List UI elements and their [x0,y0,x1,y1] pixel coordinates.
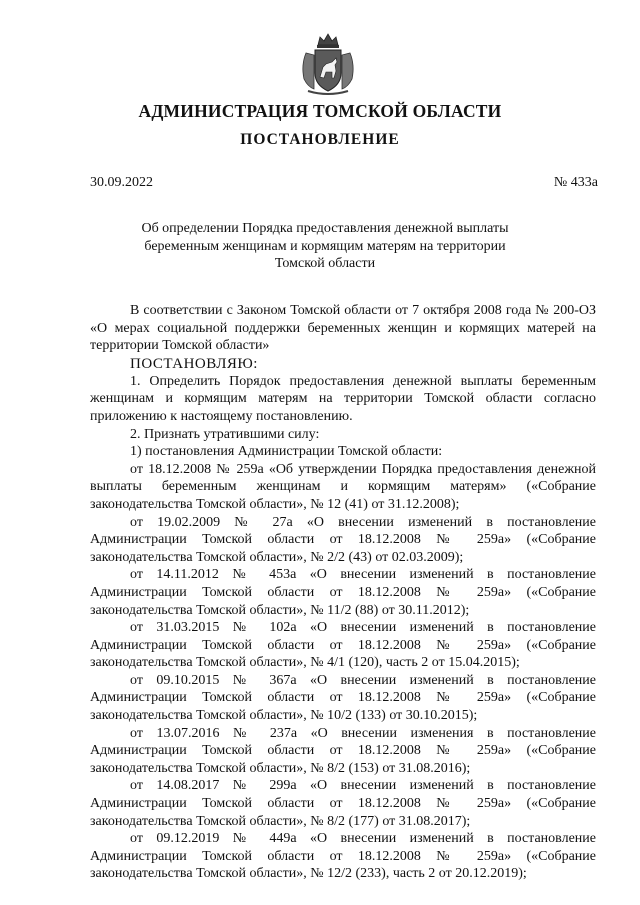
resolve-heading: ПОСТАНОВЛЯЮ: [130,355,258,372]
repealed-act-item: от 13.07.2016 № 237а «О внесении изменения в постановление Администрации Томской области от 18.12.2008 № 259а» («Собрание законодательства Томской области», № 8/2 (153) от 31.08.2016); [90,725,596,776]
item-1-paragraph: 1. Определить Порядок предоставления денежной выплаты беременным женщинам и кормящим матерям на территории Томской области согласно приложению к настоящему постановлению. [90,373,596,424]
document-subject [140,220,510,273]
document-type-title: ПОСТАНОВЛЕНИЕ [240,131,400,148]
subject-line: Томской области [274,256,376,271]
repealed-act-item: от 31.03.2015 № 102а «О внесении изменений в постановление Администрации Томской области от 18.12.2008 № 259а» («Собрание законодательства Томской области», № 4/1 (120), часть 2 от 15.04.2015); [90,620,596,671]
item-2-paragraph: 2. Признать утратившими силу: [130,426,320,442]
coat-of-arms-tomsk-icon [298,31,358,97]
preamble-paragraph: В соответствии с Законом Томской области от 7 октября 2008 года № 200-ОЗ «О мерах социальной поддержки беременных женщин и кормящих матерей на территории Томской области» [90,303,596,354]
emblem [298,31,358,97]
document-number: № 433а [553,175,598,190]
subitem-1-paragraph: 1) постановления Администрации Томской области: [130,444,443,460]
document-date: 30.09.2022 [90,175,153,190]
repealed-act-item: от 14.08.2017 № 299а «О внесении изменений в постановление Администрации Томской области от 18.12.2008 № 259а» («Собрание законодательства Томской области», № 8/2 (177) от 31.08.2017); [90,778,596,829]
repealed-act-item: от 09.10.2015 № 367а «О внесении изменений в постановление Администрации Томской области от 18.12.2008 № 259а» («Собрание законодательства Томской области», № 10/2 (133) от 30.10.2015); [90,672,596,724]
subject-line: Об определении Порядка предоставления денежной выплаты [141,221,509,236]
organization-title: АДМИНИСТРАЦИЯ ТОМСКОЙ ОБЛАСТИ [138,101,502,121]
repealed-act-item: от 14.11.2012 № 453а «О внесении изменений в постановление Администрации Томской области от 18.12.2008 № 259а» («Собрание законодательства Томской области», № 11/2 (88) от 30.11.2012); [90,567,596,618]
subject-line: беременным женщинам и кормящим матерям на территории [144,238,506,254]
repealed-act-item: от 18.12.2008 № 259а «Об утверждении Порядка предоставления денежной выплаты беременным женщинам и кормящим матерям» («Собрание законодательства Томской области», № 12 (41) от 31.12.2008); [90,461,596,512]
document-body [90,302,596,883]
repealed-act-item: от 09.12.2019 № 449а «О внесении изменений в постановление Администрации Томской области от 18.12.2008 № 259а» («Собрание законодательства Томской области», № 12/2 (233), часть 2 от 20.12.2019); [90,831,596,882]
repealed-act-item: от 19.02.2009 № 27а «О внесении изменений в постановление Администрации Томской области от 18.12.2008 № 259а» («Собрание законодательства Томской области», № 2/2 (43) от 02.03.2009); [90,514,596,565]
